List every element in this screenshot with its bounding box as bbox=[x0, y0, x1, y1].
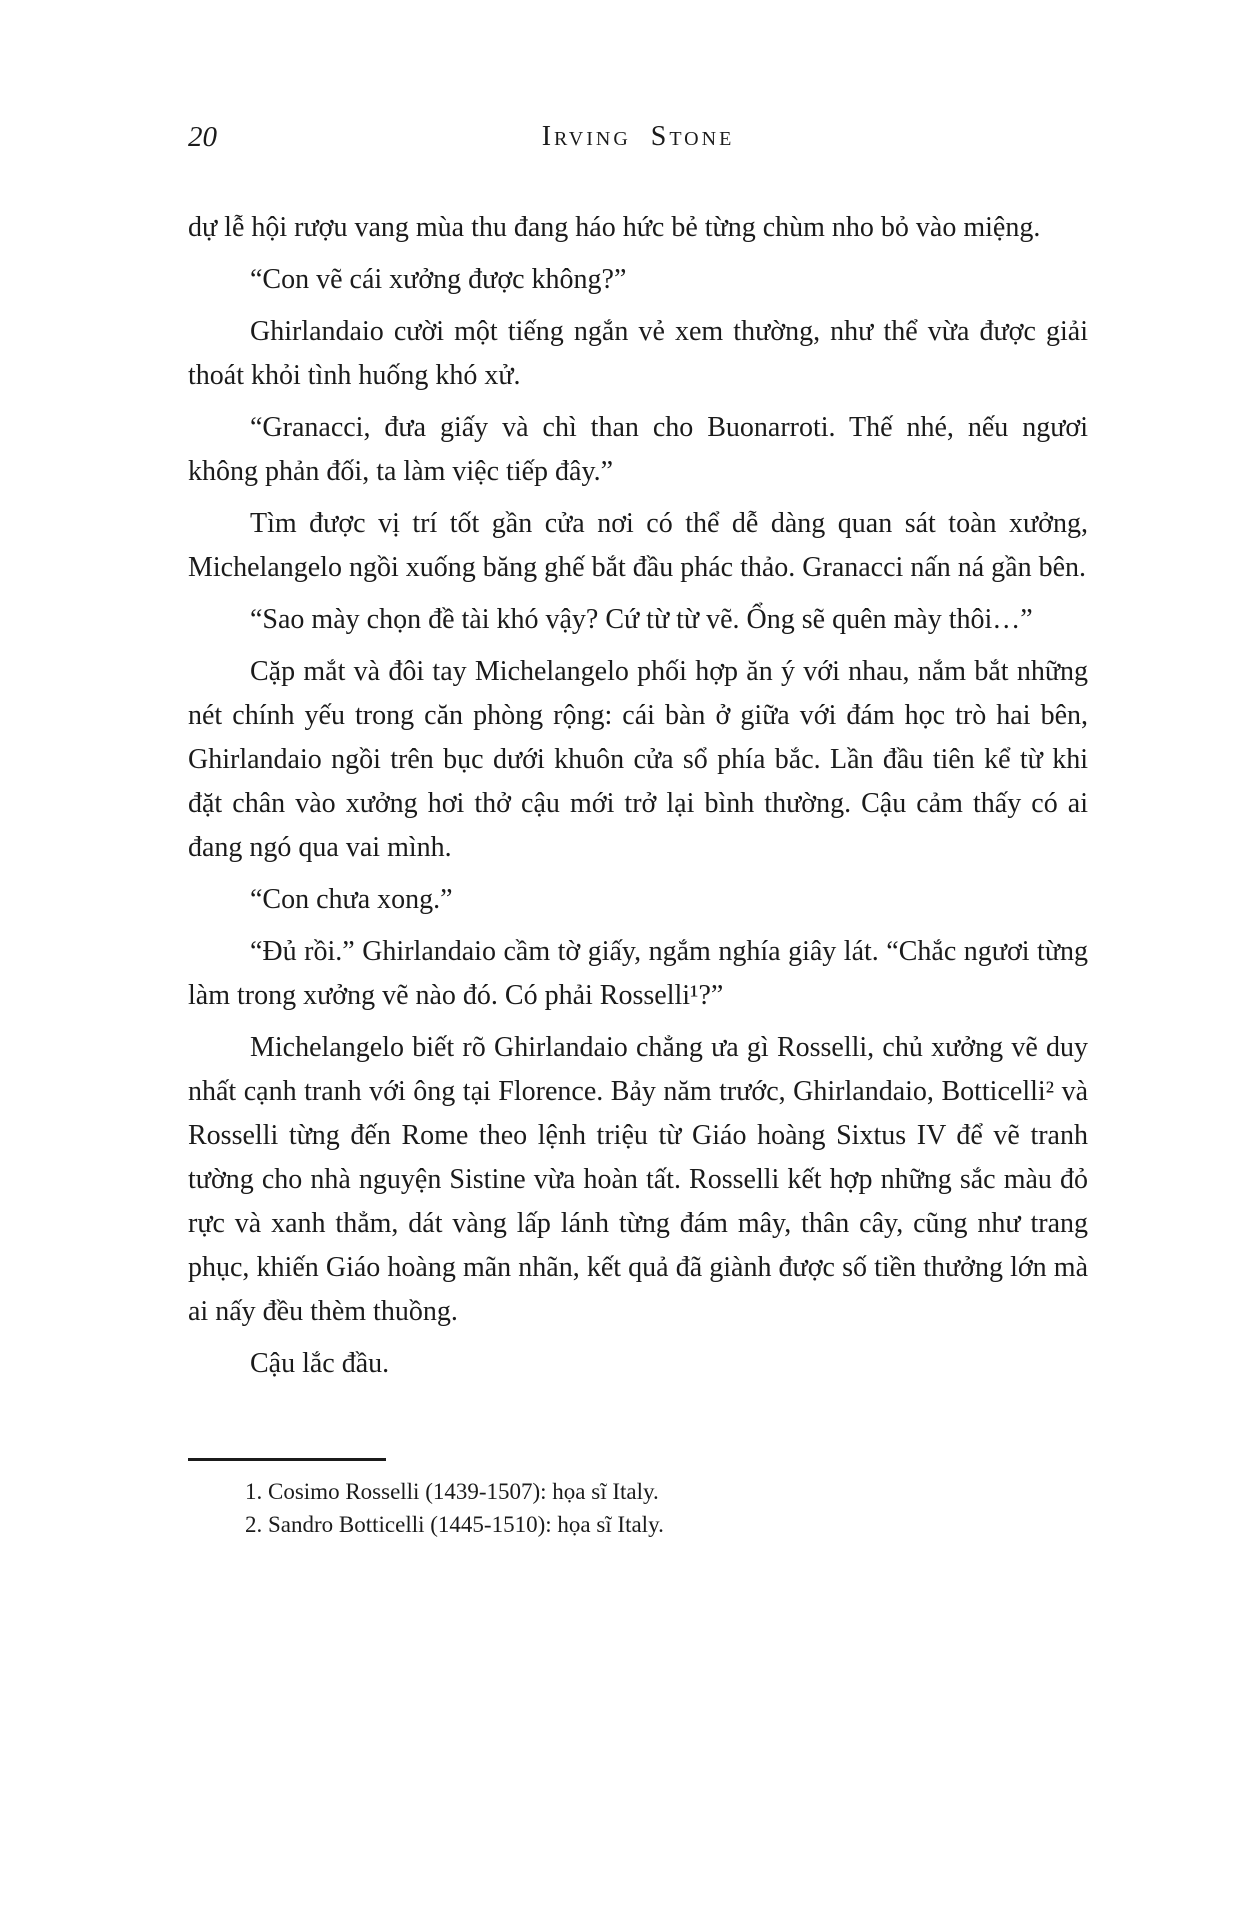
paragraph: Cặp mắt và đôi tay Michelangelo phối hợp ăn ý với nhau, nắm bắt những nét chính yếu trong căn phòng rộng: cái bàn ở giữa với đám học trò hai bên, Ghirlandaio ngồi trên bục dưới khuôn cửa sổ phía bắc. Lần đầu tiên kể từ khi đặt chân vào xưởng hơi thở cậu mới trở lại bình thường. Cậu cảm thấy có ai đang ngó qua vai mình. bbox=[188, 656, 1088, 863]
page-header bbox=[188, 120, 1088, 154]
page-number: 20 bbox=[188, 121, 217, 153]
paragraph: “Sao mày chọn đề tài khó vậy? Cứ từ từ vẽ. Ổng sẽ quên mày thôi…” bbox=[250, 604, 1033, 635]
paragraph: Cậu lắc đầu. bbox=[250, 1348, 390, 1379]
paragraph: Ghirlandaio cười một tiếng ngắn vẻ xem thường, như thể vừa được giải thoát khỏi tình huống khó xử. bbox=[188, 316, 1088, 391]
footnote: 1. Cosimo Rosselli (1439-1507): họa sĩ Italy. bbox=[245, 1479, 659, 1504]
footnote-rule bbox=[188, 1458, 386, 1461]
footnotes-section bbox=[188, 1458, 1088, 1541]
paragraph: “Đủ rồi.” Ghirlandaio cầm tờ giấy, ngắm nghía giây lát. “Chắc ngươi từng làm trong xưởng vẽ nào đó. Có phải Rosselli¹?” bbox=[188, 936, 1088, 1011]
paragraph: Michelangelo biết rõ Ghirlandaio chẳng ưa gì Rosselli, chủ xưởng vẽ duy nhất cạnh tranh với ông tại Florence. Bảy năm trước, Ghirlandaio, Botticelli² và Rosselli từng đến Rome theo lệnh triệu từ Giáo hoàng Sixtus IV để vẽ tranh tường cho nhà nguyện Sistine vừa hoàn tất. Rosselli kết hợp những sắc màu đỏ rực và xanh thẳm, dát vàng lấp lánh từng đám mây, thân cây, cũng như trang phục, khiến Giáo hoàng mãn nhãn, kết quả đã giành được số tiền thưởng lớn mà ai nấy đều thèm thuồng. bbox=[188, 1032, 1088, 1327]
paragraph: “Con chưa xong.” bbox=[250, 884, 453, 915]
running-title: Irving Stone bbox=[541, 121, 735, 152]
body-text bbox=[188, 206, 1088, 1386]
paragraph: dự lễ hội rượu vang mùa thu đang háo hức bẻ từng chùm nho bỏ vào miệng. bbox=[188, 212, 1041, 243]
footnote: 2. Sandro Botticelli (1445-1510): họa sĩ Italy. bbox=[245, 1512, 664, 1537]
paragraph: Tìm được vị trí tốt gần cửa nơi có thể dễ dàng quan sát toàn xưởng, Michelangelo ngồi xuống băng ghế bắt đầu phác thảo. Granacci nấn ná gần bên. bbox=[188, 508, 1088, 583]
paragraph: “Granacci, đưa giấy và chì than cho Buonarroti. Thế nhé, nếu ngươi không phản đối, ta làm việc tiếp đây.” bbox=[188, 412, 1088, 487]
paragraph: “Con vẽ cái xưởng được không?” bbox=[250, 264, 627, 295]
